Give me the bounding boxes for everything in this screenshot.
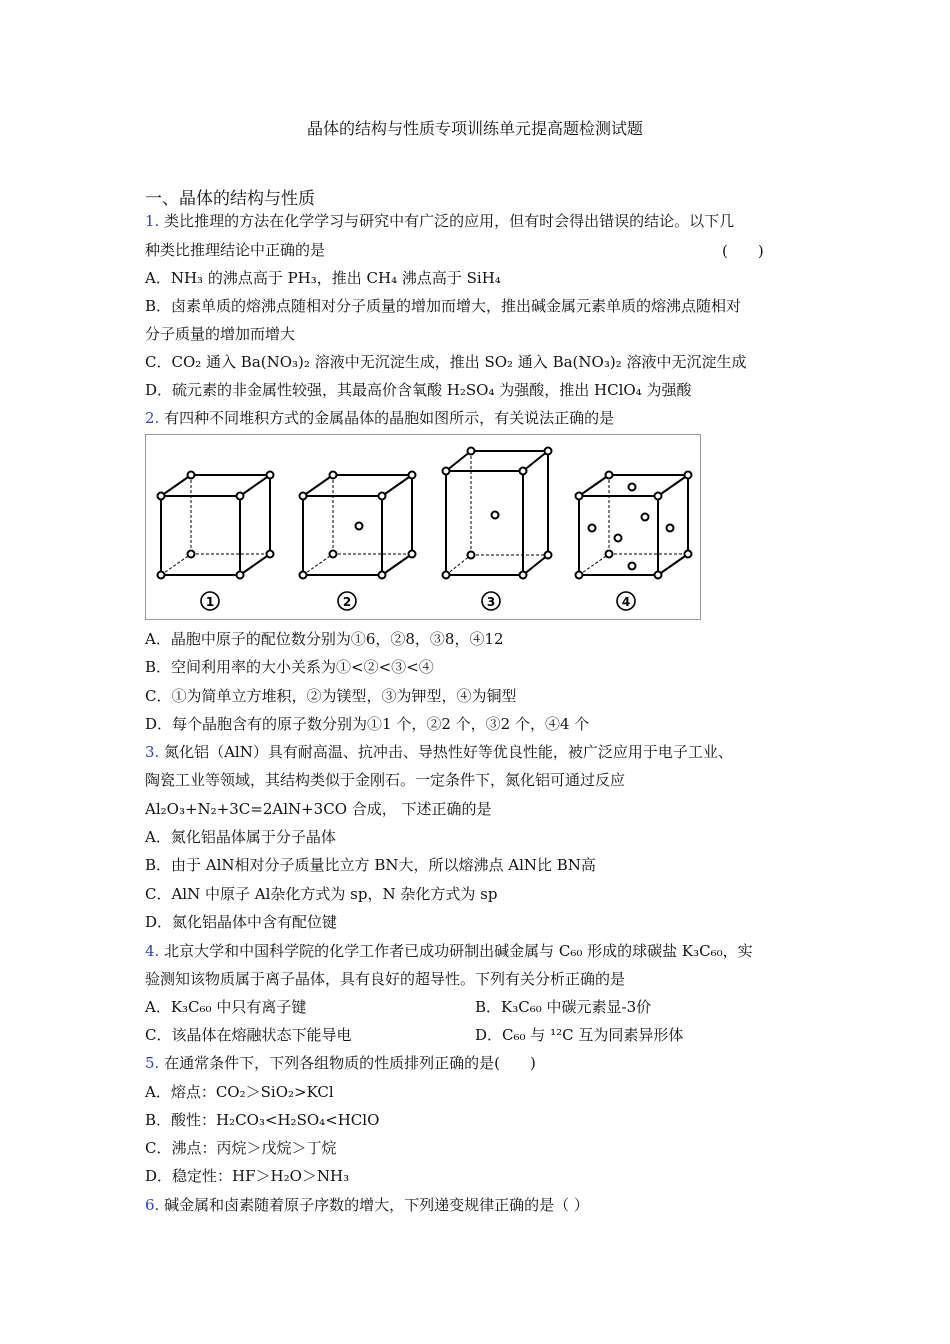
q3-option-c: C．AlN 中原子 Al杂化方式为 sp，N 杂化方式为 sp xyxy=(145,885,498,903)
section-heading: 一、晶体的结构与性质 xyxy=(145,189,315,209)
unit-cell-1 xyxy=(161,475,270,575)
q2-stem xyxy=(145,408,614,428)
q4-option-d: D．C₆₀ 与 ¹²C 互为同素异形体 xyxy=(475,1026,684,1044)
q4-stem-text1: 北京大学和中国科学院的化学工作者已成功研制出碱金属与 C₆₀ 形成的球碳盐 K₃C₆₀，实 xyxy=(164,942,753,960)
q4-option-a: A．K₃C₆₀ 中只有离子键 xyxy=(145,998,307,1016)
unit-cells-diagram xyxy=(146,435,702,621)
svg-text:3: 3 xyxy=(486,595,496,609)
q3-stem-line3: Al₂O₃+N₂+3C=2AlN+3CO 合成， 下述正确的是 xyxy=(145,800,492,818)
q3-number: 3. xyxy=(145,743,160,761)
q5-option-d: D．稳定性：HF＞H₂O＞NH₃ xyxy=(145,1167,350,1185)
q5-stem xyxy=(145,1053,536,1073)
q2-option-d: D．每个晶胞含有的原子数分别为①1 个，②2 个，③2 个，④4 个 xyxy=(145,715,590,733)
q1-stem-text1: 类比推理的方法在化学学习与研究中有广泛的应用，但有时会得出错误的结论。以下几 xyxy=(164,212,735,230)
crystal-cell-figure xyxy=(145,434,701,620)
q1-option-b-line2: 分子质量的增加而增大 xyxy=(145,325,296,343)
q3-option-b: B．由于 AlN相对分子质量比立方 BN大，所以熔沸点 AlN比 BN高 xyxy=(145,856,596,874)
q4-stem-line1 xyxy=(145,941,753,961)
q5-option-a: A．熔点：CO₂＞SiO₂>KCl xyxy=(145,1083,334,1101)
q4-option-b: B．K₃C₆₀ 中碳元素显-3价 xyxy=(475,998,652,1016)
q3-option-d: D．氮化铝晶体中含有配位键 xyxy=(145,913,338,931)
q3-stem-line1 xyxy=(145,742,733,762)
q6-stem-text: 碱金属和卤素随着原子序数的增大，下列递变规律正确的是（ ） xyxy=(164,1196,589,1214)
q1-option-b-line1: B．卤素单质的熔沸点随相对分子质量的增加而增大，推出碱金属元素单质的熔沸点随相对 xyxy=(145,297,742,315)
q4-stem-line2: 验测知该物质属于离子晶体，具有良好的超导性。下列有关分析正确的是 xyxy=(145,970,626,988)
q4-option-c: C．该晶体在熔融状态下能导电 xyxy=(145,1026,352,1044)
q5-stem-text: 在通常条件下，下列各组物质的性质排列正确的是( ) xyxy=(164,1054,536,1072)
q5-option-b: B．酸性：H₂CO₃<H₂SO₄<HClO xyxy=(145,1111,380,1129)
q2-option-b: B．空间利用率的大小关系为①<②<③<④ xyxy=(145,658,434,676)
svg-text:4: 4 xyxy=(621,595,631,609)
svg-text:1: 1 xyxy=(205,595,215,609)
q4-number: 4. xyxy=(145,942,160,960)
q1-stem-line2: 种类比推理结论中正确的是 xyxy=(145,241,326,259)
q6-stem xyxy=(145,1195,589,1215)
q6-number: 6. xyxy=(145,1196,160,1214)
q2-number: 2. xyxy=(145,409,160,427)
q1-number: 1. xyxy=(145,212,160,230)
q2-stem-text: 有四种不同堆积方式的金属晶体的晶胞如图所示，有关说法正确的是 xyxy=(164,409,615,427)
q2-option-a: A．晶胞中原子的配位数分别为①6，②8，③8，④12 xyxy=(145,630,504,648)
q1-option-a: A．NH₃ 的沸点高于 PH₃，推出 CH₄ 沸点高于 SiH₄ xyxy=(145,269,501,287)
svg-text:2: 2 xyxy=(342,595,352,609)
q1-option-c: C．CO₂ 通入 Ba(NO₃)₂ 溶液中无沉淀生成，推出 SO₂ 通入 Ba(NO₃)₂ 溶液中无沉淀生成 xyxy=(145,353,747,371)
q3-stem-text1: 氮化铝（AlN）具有耐高温、抗冲击、导热性好等优良性能，被广泛应用于电子工业、 xyxy=(164,743,733,761)
q3-stem-line2: 陶瓷工业等领域，其结构类似于金刚石。一定条件下，氮化铝可通过反应 xyxy=(145,771,626,789)
q5-number: 5. xyxy=(145,1054,160,1072)
q3-option-a: A．氮化铝晶体属于分子晶体 xyxy=(145,828,336,846)
q1-option-d: D．硫元素的非金属性较强，其最高价含氧酸 H₂SO₄ 为强酸，推出 HClO₄ 为强酸 xyxy=(145,381,692,399)
q2-option-c: C．①为简单立方堆积，②为镁型，③为钾型，④为铜型 xyxy=(145,687,517,705)
document-title: 晶体的结构与性质专项训练单元提高题检测试题 xyxy=(306,119,643,138)
q1-stem-line1 xyxy=(145,211,734,231)
q5-option-c: C．沸点：丙烷＞戊烷＞丁烷 xyxy=(145,1139,337,1157)
q1-answer-paren: ( ) xyxy=(722,242,764,260)
